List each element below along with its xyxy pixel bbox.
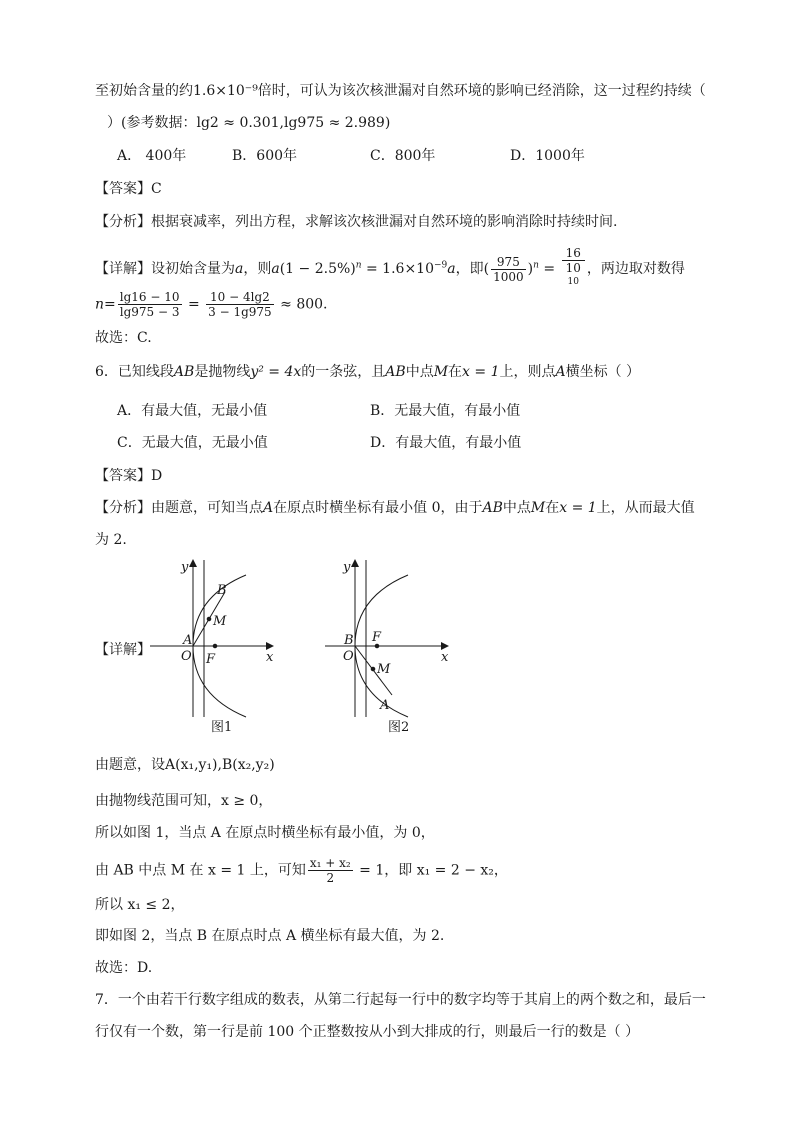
fraction-16-1010	[562, 246, 585, 292]
analysis-text: 在	[545, 500, 560, 516]
analysis-text: 中点	[502, 500, 531, 516]
analysis-text: 根据衰减率，列出方程，求解该次核泄漏对自然环境的影响消除时持续时间.	[151, 214, 618, 230]
fig2-label-o: O	[343, 649, 354, 664]
parabola-equation: y² = 4x	[250, 364, 302, 380]
frac-den: 3 − 1g975	[208, 305, 272, 319]
q7-stem-line1: 7．一个由若干行数字组成的数表，从第二行起每一行中的数字均等于其肩上的两个数之和，最后一	[95, 992, 706, 1008]
n-prefix: n=	[95, 296, 116, 313]
frac-den: 2	[326, 871, 335, 885]
detail-text: = 1，即 x₁ = 2 − x₂，	[354, 862, 508, 879]
answer-label: 【答案】	[95, 468, 151, 484]
fig1-label-x: x	[266, 650, 274, 665]
fig2-label-b: B	[344, 633, 354, 648]
q5-option-a: A． 400年	[117, 148, 187, 164]
q6-detail-l2: 由抛物线范围可知，x ≥ 0，	[95, 793, 273, 809]
detail-text: )	[527, 261, 534, 277]
fig1-point-m	[207, 617, 211, 621]
q6-option-d: D．有最大值，有最小值	[370, 435, 522, 451]
q6-answer	[95, 466, 162, 486]
detail-text: 设初始含量为	[151, 261, 235, 277]
fig2-label-f: F	[372, 630, 382, 645]
analysis-text: 由题意，可知当点	[151, 500, 263, 516]
analysis-label: 【分析】	[95, 214, 151, 230]
var-m: M	[433, 364, 449, 380]
fig2-point-m	[371, 667, 375, 671]
q5-option-d: D．1000年	[510, 148, 585, 164]
stem-text: 上，则点	[499, 364, 556, 380]
detail-text: =	[538, 261, 560, 277]
detail-text: = 1.6×10	[361, 261, 434, 277]
q5-option-c: C．800年	[370, 148, 436, 164]
q5-answer	[95, 179, 162, 199]
var-a: A	[555, 364, 566, 380]
frac-den: lg975 − 3	[119, 305, 180, 319]
fig1-label-o: O	[181, 649, 192, 664]
answer-value: D	[151, 468, 163, 484]
stem-text: 横坐标（ ）	[565, 364, 641, 380]
q6-option-c: C．无最大值，无最小值	[117, 435, 268, 451]
stem-text: 是抛物线	[194, 364, 251, 380]
q6-analysis	[95, 498, 695, 518]
var-m: M	[530, 500, 546, 516]
fraction-n1	[118, 290, 182, 319]
analysis-label: 【分析】	[95, 500, 151, 516]
q5-detail: 【详解】设初始含量为a，则$a(1 - 2.5\%)^n = 1.6\times 10^{-9}a$，即( $\frac{975}{1000}$ )$^n$ = 16 10 $^{10}$ ，两边取对数得	[95, 246, 685, 292]
frac-num: 975	[491, 255, 526, 270]
stem-text: 的一条弦，且	[301, 364, 386, 380]
frac-den: 1000	[493, 269, 524, 284]
detail-text: ，则	[243, 261, 272, 277]
stem-text: 6．已知线段	[95, 364, 174, 380]
fig2-label-a: A	[380, 698, 390, 713]
fig2-caption: 图2	[388, 720, 410, 735]
q6-option-a: A．有最大值，无最小值	[117, 403, 268, 419]
figure-1	[150, 560, 273, 717]
analysis-text: 上，从而最大值	[596, 500, 695, 516]
fig2-label-m: M	[377, 662, 391, 677]
q5-option-b: B．600年	[232, 148, 298, 164]
q6-option-b: B．无最大值，有最小值	[370, 403, 521, 419]
q6-detail-l3: 所以如图 1，当点 A 在原点时横坐标有最小值，为 0，	[95, 825, 435, 841]
var-a: a	[235, 261, 244, 277]
detail-text: ，两边取对数得	[586, 261, 685, 277]
q6-detail-l4	[95, 856, 508, 885]
q5-n-formula	[95, 290, 328, 319]
var-a: a	[271, 261, 280, 277]
q5-stem-line1: 至初始含量的约1.6×10⁻⁹倍时，可认为该次核泄漏对自然环境的影响已经消除，这一过程约持续（	[95, 83, 706, 99]
fig1-caption: 图1	[211, 720, 233, 735]
fig1-label-a: A	[183, 633, 193, 648]
q5-analysis	[95, 212, 617, 232]
q5-choose: 故选：C.	[95, 330, 152, 346]
frac-num: x₁ + x₂	[309, 856, 351, 870]
n-result: ≈ 800.	[275, 296, 328, 313]
fig1-label-b: B	[217, 583, 227, 598]
fig1-label-m: M	[213, 614, 227, 629]
q6-detail-label: 【详解】	[95, 642, 151, 658]
line-x1: x = 1	[559, 500, 597, 516]
fig2-label-y: y	[343, 560, 351, 575]
answer-label: 【答案】	[95, 181, 151, 197]
q6-analysis-line2: 为 2.	[95, 532, 127, 548]
fig2-label-x: x	[441, 650, 449, 665]
frac-num: lg16 − 10	[119, 290, 180, 304]
answer-value: C	[151, 181, 162, 197]
frac-num: 10 − 4lg2	[206, 290, 274, 305]
detail-text: ，即(	[455, 261, 490, 277]
q7-stem-line2: 行仅有一个数，第一行是前 100 个正整数按从小到大排成的行，则最后一行的数是（ ）	[95, 1024, 640, 1040]
eq-sign: =	[183, 296, 205, 313]
fig1-label-y: y	[181, 560, 189, 575]
q6-detail-l5: 所以 x₁ ≤ 2，	[95, 897, 185, 913]
line-x1: x = 1	[462, 364, 500, 380]
var-ab: AB	[385, 364, 406, 380]
var-ab: AB	[482, 500, 503, 516]
fig1-label-f: F	[206, 652, 216, 667]
var-a: A	[263, 500, 274, 516]
fraction-midpoint	[308, 856, 353, 885]
q5-stem-line2: ）(参考数据：lg2 ≈ 0.301,lg975 ≈ 2.989)	[107, 115, 391, 131]
fraction-975-1000	[491, 255, 526, 284]
q6-detail-l6: 即如图 2，当点 B 在原点时点 A 横坐标有最大值，为 2.	[95, 928, 445, 944]
detail-label: 【详解】	[95, 261, 151, 277]
frac-num: 16	[562, 246, 585, 261]
var-a: a	[447, 261, 456, 277]
detail-text: (1 − 2.5%)	[279, 261, 356, 277]
stem-text: 在	[448, 364, 463, 380]
detail-text: 由 AB 中点 M 在 x = 1 上，可知	[95, 862, 306, 879]
var-ab: AB	[173, 364, 195, 380]
analysis-text: 在原点时横坐标有最小值 0，由于	[273, 500, 483, 516]
q6-choose: 故选：D.	[95, 960, 153, 976]
q6-detail-l1: 由题意，设A(x₁,y₁),B(x₂,y₂)	[95, 757, 275, 773]
stem-text: 中点	[405, 364, 434, 380]
parabola-figures	[145, 557, 475, 737]
fig1-point-f	[213, 644, 217, 648]
frac-den: 10 $^{10}$	[565, 261, 581, 287]
q6-stem	[95, 362, 640, 382]
fraction-n2	[206, 290, 274, 319]
